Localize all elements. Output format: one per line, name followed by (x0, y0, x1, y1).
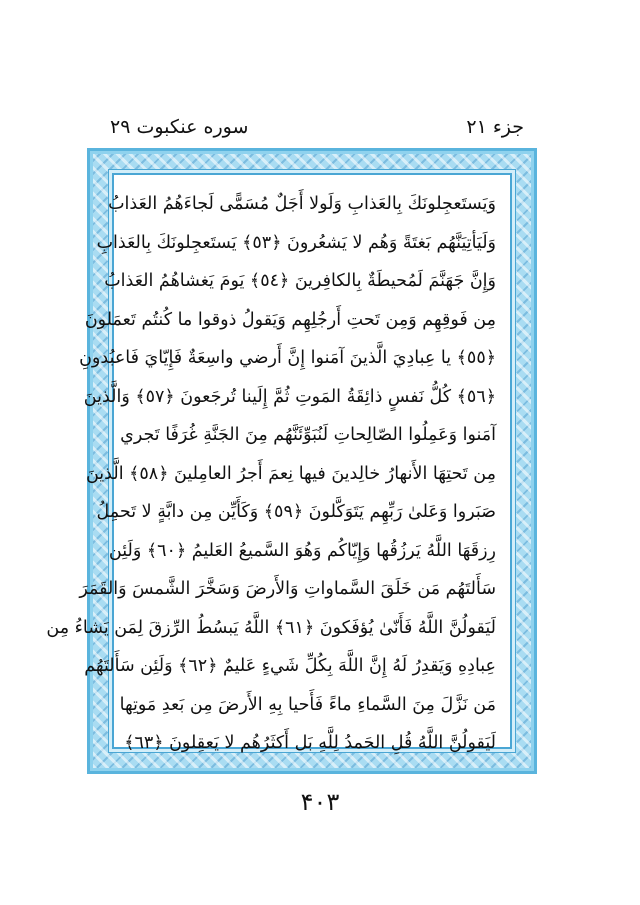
verse-text-block (46, 185, 496, 753)
text-line: مَن نَزَّلَ مِنَ السَّماءِ ماءً فَأَحيا بِهِ الأَرضَ مِن بَعدِ مَوتِها (119, 694, 496, 715)
surah-label: سوره عنکبوت ۲۹ (110, 116, 249, 138)
text-line: صَبَروا وَعَلىٰ رَبِّهِم يَتَوَكَّلونَ ﴿٥٩﴾ وَكَأَيِّن مِن دابَّةٍ لا تَحمِلُ (96, 502, 496, 522)
text-line: ﴿٥٦﴾ كُلُّ نَفسٍ ذائِقَةُ المَوتِ ثُمَّ إِلَينا تُرجَعونَ ﴿٥٧﴾ وَالَّذينَ (83, 386, 496, 407)
text-panel (46, 173, 512, 753)
text-line: مِن تَحتِهَا الأَنهارُ خالِدينَ فيها نِعمَ أَجرُ العامِلينَ ﴿٥٨﴾ الَّذينَ (85, 463, 496, 484)
text-line: ﴿٥٥﴾ يا عِبادِيَ الَّذينَ آمَنوا إِنَّ أَرضي واسِعَةٌ فَإِيّايَ فَاعبُدونِ (79, 348, 496, 368)
text-line: وَيَستَعجِلونَكَ بِالعَذابِ وَلَولا أَجَلٌ مُسَمًّى لَجاءَهُمُ العَذابُ (108, 194, 496, 214)
text-line: رِزقَهَا اللَّهُ يَرزُقُها وَإِيّاكُم وَهُوَ السَّميعُ العَليمُ ﴿٦٠﴾ وَلَئِن (108, 540, 496, 561)
text-line: عِبادِهِ وَيَقدِرُ لَهُ إِنَّ اللَّهَ بِكُلِّ شَيءٍ عَليمٌ ﴿٦٢﴾ وَلَئِن سَأَلتَهُم (84, 656, 496, 676)
page-number: ۴۰۳ (300, 788, 340, 816)
text-line: وَإِنَّ جَهَنَّمَ لَمُحيطَةٌ بِالكافِرينَ ﴿٥٤﴾ يَومَ يَغشاهُمُ العَذابُ (104, 271, 496, 291)
juz-label: جزء ۲۱ (466, 116, 524, 138)
text-line: لَيَقولُنَّ اللَّهُ فَأَنّىٰ يُؤفَكونَ ﴿٦١﴾ اللَّهُ يَبسُطُ الرِّزقَ لِمَن يَشاءُ مِن (46, 617, 496, 638)
page-header (0, 116, 640, 146)
text-line: آمَنوا وَعَمِلُوا الصّالِحاتِ لَنُبَوِّئَنَّهُم مِنَ الجَنَّةِ غُرَفًا تَجري (120, 425, 496, 445)
text-line: مِن فَوقِهِم وَمِن تَحتِ أَرجُلِهِم وَيَقولُ ذوقوا ما كُنتُم تَعمَلونَ (84, 309, 496, 330)
text-line: لَيَقولُنَّ اللَّهُ قُلِ الحَمدُ لِلَّهِ بَل أَكثَرُهُم لا يَعقِلونَ ﴿٦٣﴾ (124, 733, 496, 753)
text-line: سَأَلتَهُم مَن خَلَقَ السَّماواتِ وَالأَرضَ وَسَخَّرَ الشَّمسَ وَالقَمَرَ (79, 579, 496, 599)
ornamental-frame (46, 148, 537, 774)
text-line: وَلَيَأتِيَنَّهُم بَغتَةً وَهُم لا يَشعُرونَ ﴿٥٣﴾ يَستَعجِلونَكَ بِالعَذابِ (96, 232, 496, 253)
